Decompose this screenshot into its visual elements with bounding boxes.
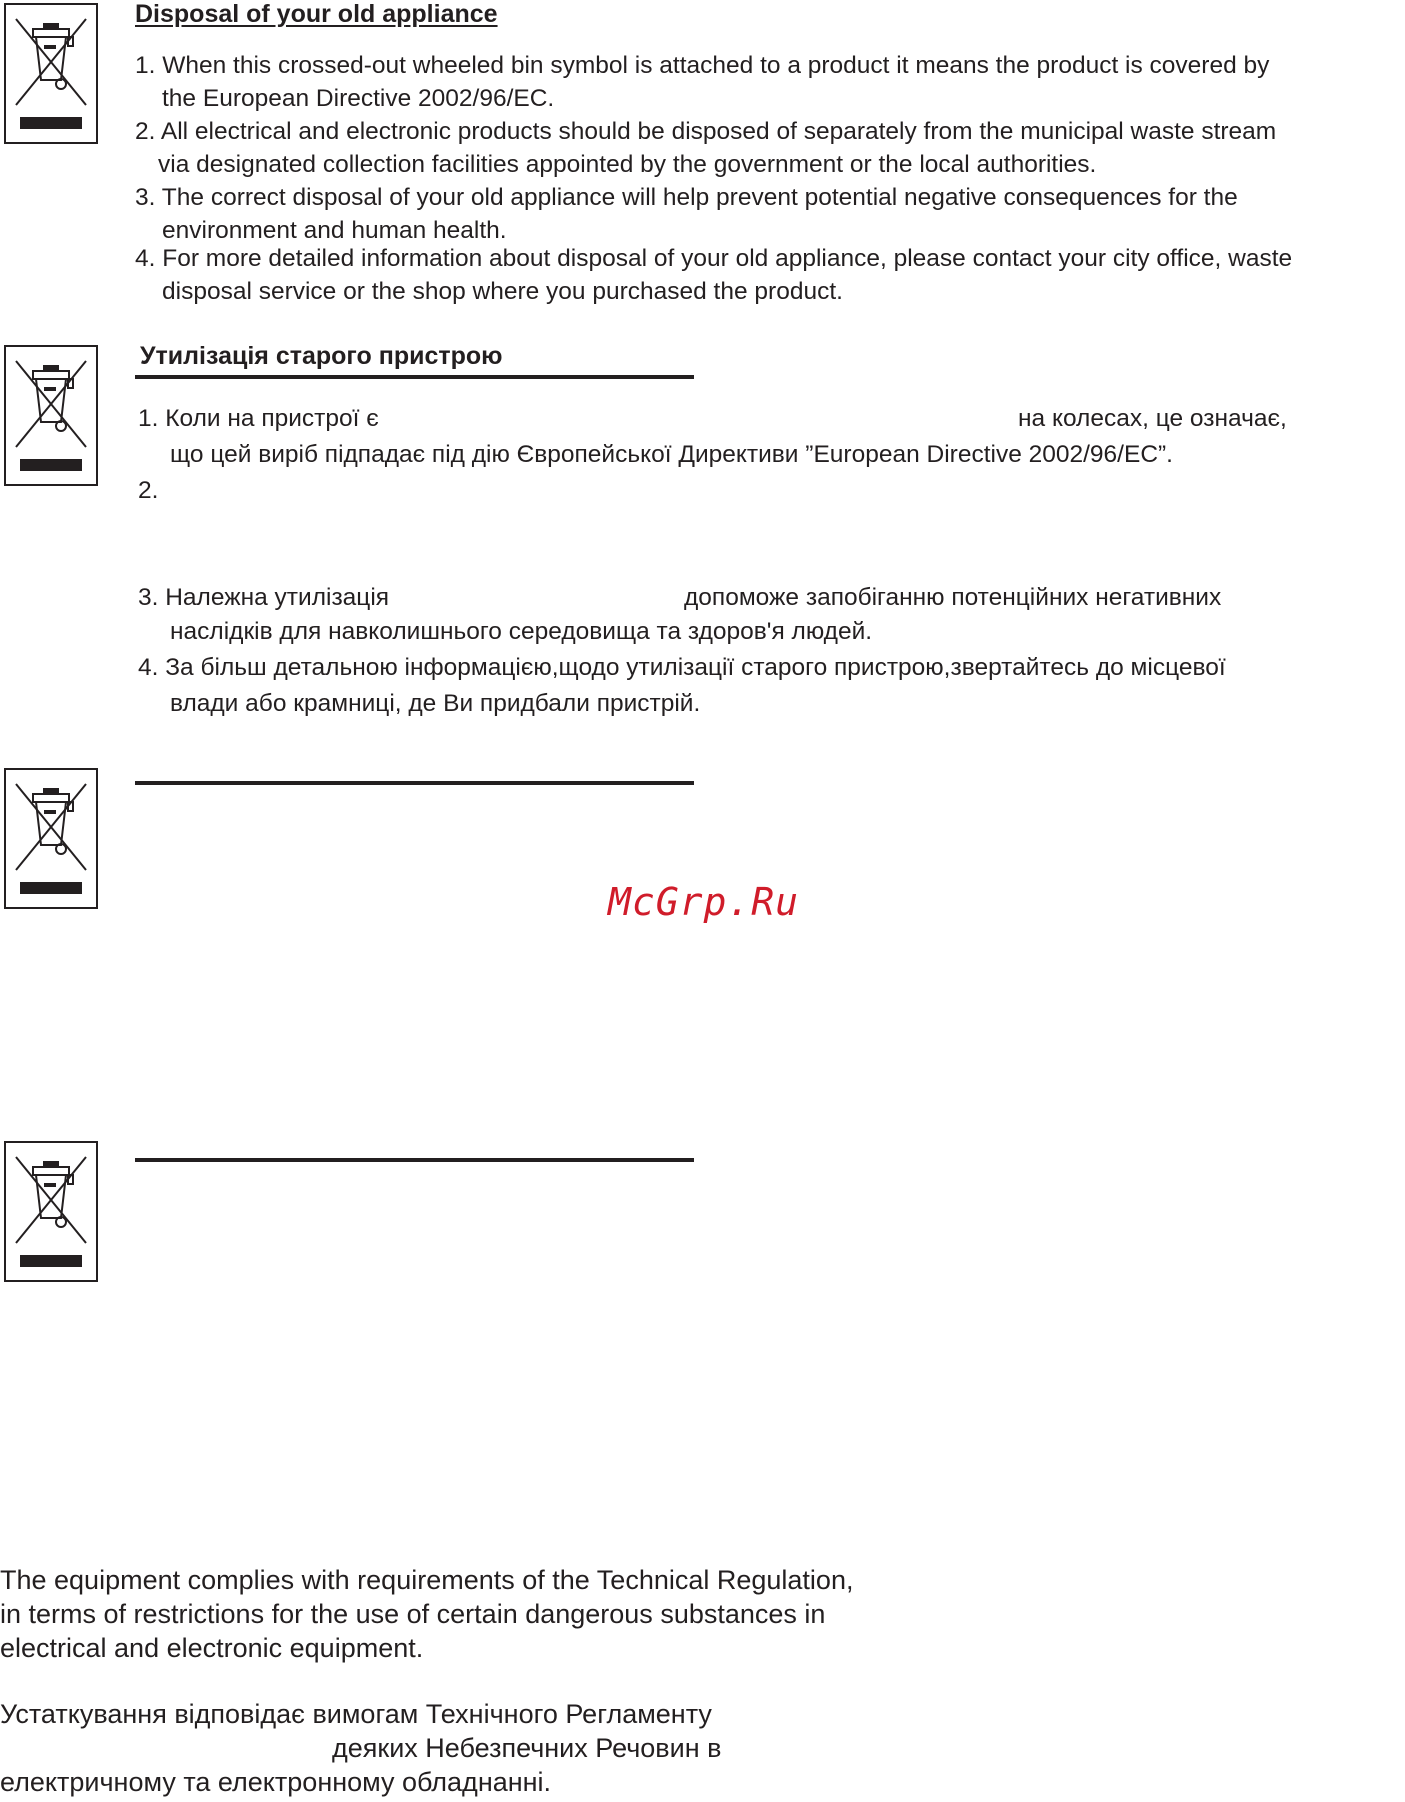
english-line: environment and human health. bbox=[162, 217, 507, 244]
ukrainian-section-title: Утилізація старого пристрою bbox=[140, 342, 503, 370]
english-line: 4. For more detailed information about disposal of your old appliance, please contact your city office, waste bbox=[135, 245, 1293, 272]
compliance-ukrainian-line: Устаткування відповідає вимогам Технічного Регламенту bbox=[0, 1699, 712, 1729]
ua-item3-line2: наслідків для навколишнього середовища та здоров'я людей. bbox=[170, 618, 873, 645]
ua-item4-line2: влади або крамниці, де Ви придбали пристрій. bbox=[170, 690, 701, 717]
english-line: via designated collection facilities appointed by the government or the local authorities. bbox=[158, 151, 1097, 178]
crossed-out-wheeled-bin-icon bbox=[4, 345, 98, 486]
section-divider bbox=[135, 781, 694, 785]
compliance-ukrainian-line: електричному та електронному обладнанні. bbox=[0, 1767, 552, 1797]
crossed-out-wheeled-bin-icon bbox=[4, 3, 98, 144]
ua-item2: 2. bbox=[138, 477, 159, 504]
english-line: disposal service or the shop where you purchased the product. bbox=[162, 278, 843, 305]
compliance-ukrainian-line: деяких Небезпечних Речовин в bbox=[332, 1733, 722, 1763]
compliance-english-line: The equipment complies with requirements of the Technical Regulation, bbox=[0, 1565, 854, 1595]
watermark-text: McGrp.Ru bbox=[608, 880, 800, 924]
compliance-english-line: electrical and electronic equipment. bbox=[0, 1633, 424, 1663]
crossed-out-wheeled-bin-icon bbox=[4, 768, 98, 909]
ua-item1-end: на колесах, це означає, bbox=[1018, 405, 1287, 432]
ua-item3-end: допоможе запобіганню потенційних негативних bbox=[684, 584, 1222, 611]
section-divider bbox=[135, 1158, 694, 1162]
compliance-english-line: in terms of restrictions for the use of certain dangerous substances in bbox=[0, 1599, 826, 1629]
section-divider bbox=[135, 375, 694, 379]
english-line: 2. All electrical and electronic products should be disposed of separately from the municipal waste stream bbox=[135, 118, 1277, 145]
ua-item3-start: 3. Належна утилізація bbox=[138, 584, 390, 611]
crossed-out-wheeled-bin-icon bbox=[4, 1141, 98, 1282]
english-line: 3. The correct disposal of your old appliance will help prevent potential negative consequences for the bbox=[135, 184, 1238, 211]
english-line: 1. When this crossed-out wheeled bin symbol is attached to a product it means the product is covered by bbox=[135, 52, 1270, 79]
english-line: the European Directive 2002/96/EC. bbox=[162, 85, 555, 112]
english-section-title: Disposal of your old appliance bbox=[135, 0, 498, 28]
ua-item1-start: 1. Коли на пристрої є bbox=[138, 405, 379, 432]
ua-item4-line1: 4. За більш детальною інформацією,щодо утилізації старого пристрою,звертайтесь до місцевої bbox=[138, 654, 1226, 681]
ua-item1-line2: що цей виріб підпадає під дію Європейської Директиви ”European Directive 2002/96/EC”. bbox=[170, 441, 1173, 468]
